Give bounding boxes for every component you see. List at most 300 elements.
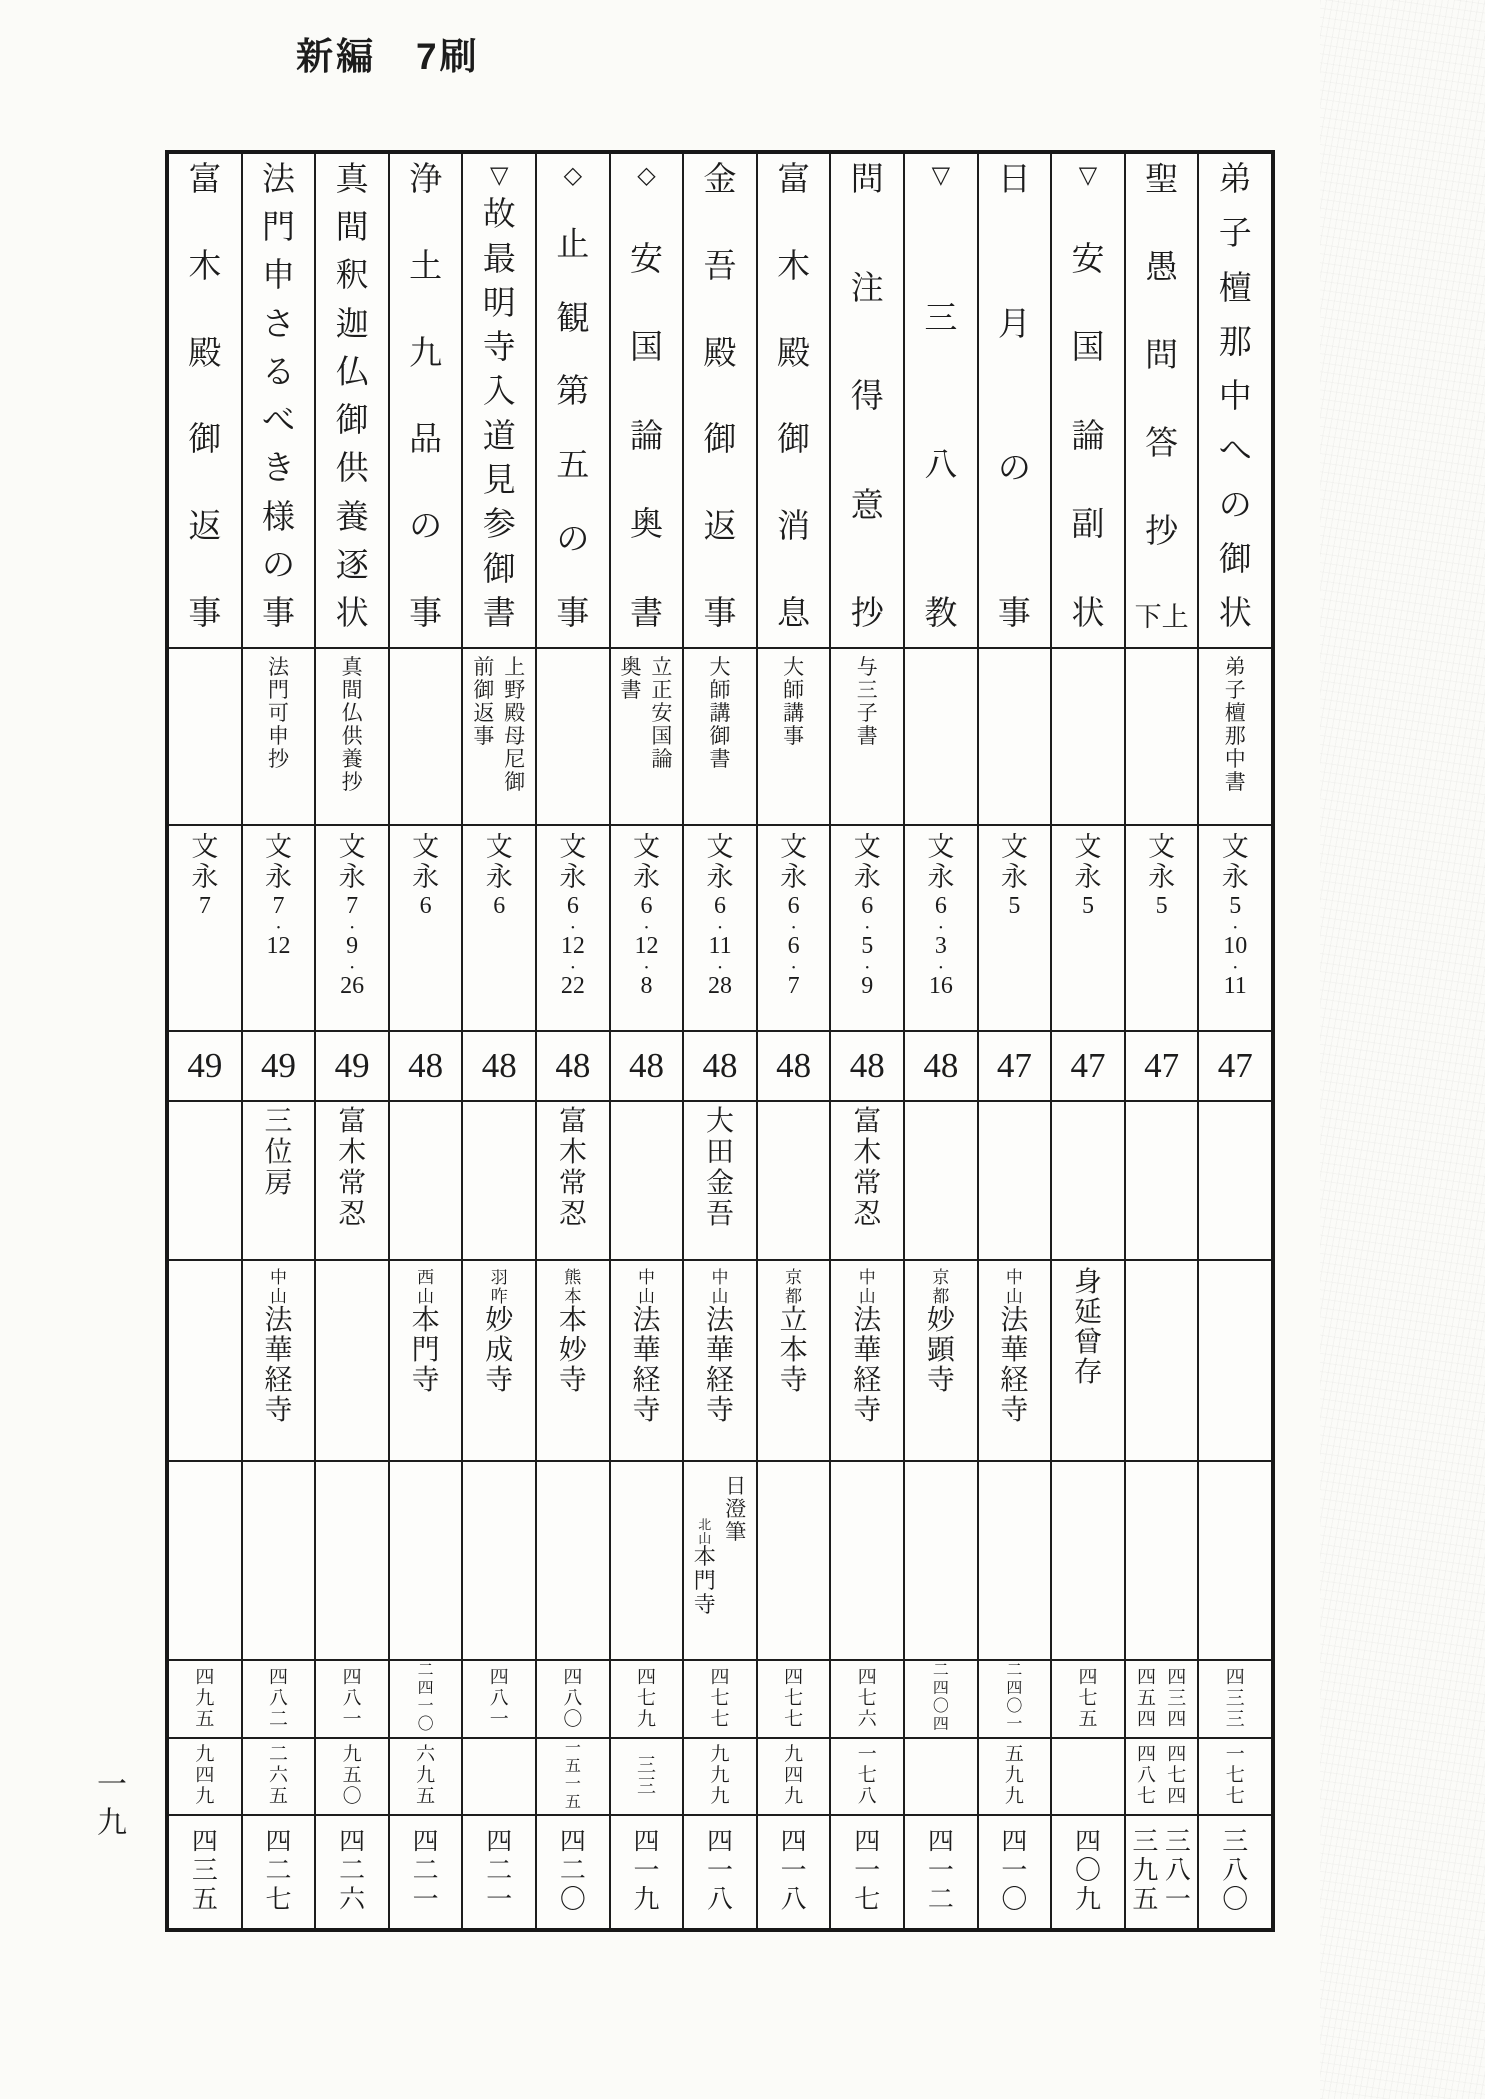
glyph: 四 bbox=[857, 1666, 877, 1688]
glyph: 〇 bbox=[1075, 1855, 1102, 1885]
page-ref-cell-3 bbox=[831, 1814, 903, 1928]
glyph: 立 bbox=[651, 655, 673, 679]
glyph: 華 bbox=[706, 1335, 735, 1366]
page-number bbox=[195, 1739, 214, 1814]
page-number bbox=[413, 1816, 439, 1928]
page-ref-cell-1 bbox=[758, 1659, 830, 1737]
glyph: 文 bbox=[1148, 832, 1176, 862]
glyph: 文 bbox=[412, 832, 440, 862]
glyph: 最 bbox=[482, 241, 516, 278]
glyph: 妙 bbox=[485, 1305, 514, 1336]
glyph: 講 bbox=[783, 701, 805, 725]
date-text bbox=[463, 834, 535, 921]
glyph: 書 bbox=[620, 678, 642, 702]
alt-title-cell bbox=[1126, 647, 1198, 824]
glyph: 一 bbox=[489, 1708, 509, 1730]
holder-cell bbox=[684, 1259, 756, 1460]
glyph: 澄 bbox=[725, 1497, 747, 1521]
glyph: 房 bbox=[264, 1168, 293, 1199]
glyph: 九 bbox=[416, 1765, 436, 1786]
glyph: 6 bbox=[714, 893, 727, 919]
alt-title-cell bbox=[979, 647, 1051, 824]
glyph: 殿 bbox=[188, 335, 222, 372]
glyph: 常 bbox=[338, 1168, 367, 1199]
glyph: 中 bbox=[1005, 1268, 1023, 1287]
page-number bbox=[1167, 1661, 1186, 1737]
glyph: 成 bbox=[485, 1335, 514, 1366]
recipient-cell bbox=[758, 1100, 830, 1259]
glyph: 書 bbox=[1224, 770, 1246, 794]
date-text bbox=[611, 834, 683, 1001]
glyph: 九 bbox=[195, 1786, 215, 1807]
glyph: 身 bbox=[1074, 1267, 1103, 1298]
vertical-group bbox=[537, 1661, 609, 1737]
glyph: 木 bbox=[338, 1137, 367, 1168]
glyph: 9 bbox=[861, 973, 874, 999]
glyph: 九 bbox=[636, 1708, 656, 1730]
glyph: 七 bbox=[1137, 1786, 1157, 1807]
glyph: 論 bbox=[1071, 418, 1105, 455]
alt-title-line bbox=[783, 657, 804, 824]
glyph: 四 bbox=[417, 1680, 434, 1697]
glyph: 中 bbox=[637, 1268, 655, 1287]
page-number bbox=[858, 1739, 877, 1814]
vertical-group bbox=[611, 657, 683, 824]
alt-title-cell bbox=[316, 647, 388, 824]
date-cell bbox=[1199, 824, 1271, 1030]
glyph: 答 bbox=[1145, 426, 1179, 462]
glyph: 法 bbox=[853, 1305, 882, 1336]
holder-name bbox=[243, 1269, 315, 1427]
glyph: 奥 bbox=[629, 507, 663, 544]
glyph: の bbox=[997, 451, 1031, 488]
glyph: 弟 bbox=[1224, 655, 1246, 679]
glyph: 消 bbox=[777, 509, 811, 546]
glyph: 返 bbox=[703, 509, 737, 546]
date-text bbox=[316, 834, 388, 1001]
page-ref-cell-3 bbox=[390, 1814, 462, 1928]
holder-cell bbox=[1199, 1259, 1271, 1460]
glyph: 八 bbox=[924, 448, 958, 485]
glyph: 〇 bbox=[1222, 1884, 1249, 1914]
recipient-cell bbox=[169, 1100, 241, 1259]
glyph: 一 bbox=[780, 1855, 807, 1885]
glyph: 安 bbox=[629, 241, 663, 278]
recipient-cell bbox=[1126, 1100, 1198, 1259]
glyph: 日 bbox=[997, 162, 1031, 198]
glyph: 7 bbox=[787, 973, 800, 999]
glyph: 九 bbox=[1075, 1884, 1102, 1914]
glyph: 二 bbox=[417, 1662, 434, 1679]
vertical-group bbox=[831, 1661, 903, 1737]
glyph: 一 bbox=[857, 1744, 877, 1765]
glyph: 法 bbox=[706, 1305, 735, 1336]
glyph: 本 bbox=[411, 1305, 440, 1336]
note-cell bbox=[243, 1460, 315, 1659]
glyph: 忍 bbox=[338, 1199, 367, 1230]
glyph: 常 bbox=[853, 1168, 882, 1199]
date-cell bbox=[979, 824, 1051, 1030]
index-entry-column bbox=[1124, 154, 1198, 1928]
note-cell bbox=[169, 1460, 241, 1659]
work-title bbox=[316, 164, 388, 631]
page-ref-cell-2 bbox=[831, 1737, 903, 1814]
volume-pair bbox=[1126, 604, 1198, 631]
glyph: 山 bbox=[269, 1287, 287, 1306]
glyph: 〇 bbox=[563, 1708, 583, 1730]
glyph: 五 bbox=[564, 1793, 581, 1811]
page-number bbox=[195, 1661, 214, 1737]
recipient-cell bbox=[979, 1100, 1051, 1259]
glyph: 見 bbox=[482, 463, 516, 500]
glyph: 二 bbox=[486, 1855, 513, 1885]
page-ref-cell-1 bbox=[1126, 1659, 1198, 1737]
age-cell: 47 bbox=[1199, 1030, 1271, 1100]
page-ref-cell-2 bbox=[1199, 1737, 1271, 1814]
glyph: 五 bbox=[268, 1786, 288, 1807]
recipient-cell bbox=[243, 1100, 315, 1259]
alt-title-cell bbox=[1199, 647, 1271, 824]
glyph: 尼 bbox=[504, 747, 526, 771]
glyph: 延 bbox=[1074, 1297, 1103, 1328]
glyph: 九 bbox=[784, 1786, 804, 1807]
note-cell bbox=[831, 1460, 903, 1659]
glyph: 位 bbox=[264, 1137, 293, 1168]
page-number bbox=[1226, 1739, 1245, 1814]
glyph: 真 bbox=[341, 655, 363, 679]
title-cell bbox=[1126, 154, 1198, 647]
glyph: 5 bbox=[1229, 893, 1242, 919]
glyph: 常 bbox=[558, 1168, 587, 1199]
glyph: 四 bbox=[191, 1826, 218, 1856]
glyph: 6 bbox=[640, 893, 653, 919]
glyph: 土 bbox=[409, 248, 443, 285]
page-number bbox=[1132, 1816, 1158, 1928]
glyph: 九 bbox=[195, 1687, 215, 1709]
glyph: 〇 bbox=[1001, 1884, 1028, 1914]
glyph: ・ bbox=[345, 960, 359, 975]
glyph: 三 bbox=[1225, 1708, 1245, 1730]
glyph: 注 bbox=[850, 270, 884, 307]
glyph: 四 bbox=[633, 1826, 660, 1856]
glyph: 門 bbox=[267, 678, 289, 702]
note-left-line bbox=[694, 1518, 716, 1659]
glyph: 5 bbox=[1008, 893, 1021, 919]
glyph: の bbox=[409, 509, 443, 546]
glyph: 四 bbox=[265, 1826, 292, 1856]
page-ref-cell-1 bbox=[684, 1659, 756, 1737]
page-ref-cell-1 bbox=[243, 1659, 315, 1737]
holder-cell bbox=[537, 1259, 609, 1460]
page-number bbox=[933, 1661, 949, 1737]
diamond-marker-icon: ◇ bbox=[563, 163, 583, 189]
page-number bbox=[1001, 1816, 1027, 1928]
page-ref-cell-3 bbox=[979, 1814, 1051, 1928]
glyph: 二 bbox=[339, 1855, 366, 1885]
glyph: 法 bbox=[1000, 1305, 1029, 1336]
recipient-cell bbox=[537, 1100, 609, 1259]
page-ref-cell-1 bbox=[1199, 1659, 1271, 1737]
glyph: 国 bbox=[1071, 330, 1105, 367]
holder-name bbox=[758, 1269, 830, 1397]
holder-cell bbox=[1126, 1259, 1198, 1460]
glyph: 文 bbox=[1000, 832, 1028, 862]
glyph: 四 bbox=[1006, 1680, 1023, 1697]
glyph: 四 bbox=[784, 1666, 804, 1688]
holder-name bbox=[905, 1269, 977, 1397]
age-cell: 47 bbox=[979, 1030, 1051, 1100]
glyph: 三 bbox=[636, 1754, 656, 1776]
recipient-cell bbox=[684, 1100, 756, 1259]
page-ref-cell-3 bbox=[1126, 1814, 1198, 1928]
glyph: 四 bbox=[932, 1680, 949, 1697]
glyph: 永 bbox=[632, 862, 660, 892]
glyph: 三 bbox=[191, 1855, 218, 1885]
glyph: ・ bbox=[934, 920, 948, 935]
title-cell bbox=[979, 154, 1051, 647]
glyph: 永 bbox=[1221, 862, 1249, 892]
date-text bbox=[831, 834, 903, 1001]
glyph: 中 bbox=[1224, 747, 1246, 771]
page-ref-cell-3 bbox=[1052, 1814, 1124, 1928]
glyph: 富 bbox=[558, 1106, 587, 1137]
glyph: 師 bbox=[709, 678, 731, 702]
vertical-group bbox=[611, 1816, 683, 1928]
triangle-marker-icon: ▽ bbox=[1078, 163, 1098, 189]
glyph: 都 bbox=[932, 1287, 950, 1306]
page-number bbox=[490, 1661, 509, 1737]
vertical-group bbox=[316, 1816, 388, 1928]
glyph: 四 bbox=[489, 1666, 509, 1688]
glyph: 安 bbox=[1071, 241, 1105, 278]
alt-title-line bbox=[504, 657, 525, 824]
vertical-group bbox=[1199, 1739, 1271, 1814]
glyph: 四 bbox=[563, 1666, 583, 1688]
glyph: 品 bbox=[409, 422, 443, 459]
glyph: 山 bbox=[417, 1287, 435, 1306]
alt-title-cell bbox=[611, 647, 683, 824]
alt-title-cell bbox=[169, 647, 241, 824]
glyph: 四 bbox=[710, 1666, 730, 1688]
glyph: 金 bbox=[706, 1168, 735, 1199]
glyph: 浄 bbox=[409, 162, 443, 198]
glyph: 寺 bbox=[1000, 1395, 1029, 1426]
date-text bbox=[243, 834, 315, 961]
page-ref-cell-2 bbox=[611, 1737, 683, 1814]
date-cell bbox=[831, 824, 903, 1030]
glyph: 論 bbox=[629, 418, 663, 455]
vertical-group bbox=[169, 1661, 241, 1737]
page-ref-cell-2 bbox=[1052, 1737, 1124, 1814]
index-entry-column bbox=[314, 154, 388, 1928]
work-title bbox=[979, 164, 1051, 631]
recipient-name bbox=[537, 1108, 609, 1232]
glyph: 中 bbox=[858, 1268, 876, 1287]
vertical-group bbox=[1199, 657, 1271, 824]
holder-name bbox=[537, 1269, 609, 1397]
recipient-cell bbox=[316, 1100, 388, 1259]
alt-title-cell bbox=[537, 647, 609, 824]
recipient-cell bbox=[1052, 1100, 1124, 1259]
glyph: 御 bbox=[335, 403, 369, 440]
date-text bbox=[979, 834, 1051, 921]
glyph: 7 bbox=[272, 893, 285, 919]
vertical-group bbox=[537, 1739, 609, 1814]
glyph: 永 bbox=[559, 862, 587, 892]
glyph: ・ bbox=[566, 920, 580, 935]
glyph: 供 bbox=[335, 451, 369, 488]
note-cell bbox=[537, 1460, 609, 1659]
glyph: 6 bbox=[787, 893, 800, 919]
glyph: 月 bbox=[997, 306, 1031, 343]
glyph: ・ bbox=[271, 920, 285, 935]
vertical-group bbox=[1126, 1816, 1198, 1928]
glyph: 那 bbox=[1218, 324, 1252, 361]
date-text bbox=[1199, 834, 1271, 1001]
glyph: 〇 bbox=[342, 1786, 362, 1807]
glyph: 四 bbox=[1001, 1826, 1028, 1856]
date-cell bbox=[684, 824, 756, 1030]
vertical-group bbox=[463, 1816, 535, 1928]
glyph: 正 bbox=[651, 678, 673, 702]
glyph: 経 bbox=[1000, 1365, 1029, 1396]
date-cell bbox=[1052, 824, 1124, 1030]
title-cell bbox=[169, 154, 241, 647]
glyph: 論 bbox=[651, 747, 673, 771]
glyph: 事 bbox=[473, 724, 495, 748]
glyph: 殿 bbox=[504, 701, 526, 725]
glyph: 上 bbox=[504, 655, 526, 679]
glyph: 門 bbox=[411, 1335, 440, 1366]
glyph: 富 bbox=[853, 1106, 882, 1137]
glyph: 五 bbox=[1078, 1708, 1098, 1730]
glyph: 様 bbox=[261, 499, 295, 536]
glyph: 門 bbox=[261, 210, 295, 247]
glyph: 母 bbox=[504, 724, 526, 748]
glyph: 書 bbox=[629, 595, 663, 632]
glyph: 文 bbox=[338, 832, 366, 862]
glyph: 前 bbox=[473, 655, 495, 679]
glyph: 意 bbox=[850, 487, 884, 524]
holder-name bbox=[390, 1269, 462, 1397]
page-ref-cell-2 bbox=[1126, 1737, 1198, 1814]
glyph: 申 bbox=[267, 724, 289, 748]
glyph: 八 bbox=[342, 1687, 362, 1709]
glyph: 七 bbox=[1078, 1687, 1098, 1709]
glyph: 九 bbox=[710, 1786, 730, 1807]
glyph: 四 bbox=[339, 1826, 366, 1856]
glyph: 御 bbox=[777, 422, 811, 459]
vertical-group bbox=[243, 1661, 315, 1737]
work-title bbox=[905, 164, 977, 631]
page-number bbox=[192, 1816, 218, 1928]
glyph: 書 bbox=[856, 724, 878, 748]
glyph: 下 bbox=[1134, 602, 1162, 632]
index-entry-column bbox=[903, 154, 977, 1928]
glyph: 八 bbox=[1164, 1855, 1191, 1885]
note-cell bbox=[390, 1460, 462, 1659]
glyph: 立 bbox=[779, 1305, 808, 1336]
glyph: 9 bbox=[346, 933, 359, 959]
glyph: 聖 bbox=[1145, 162, 1179, 198]
glyph: 四 bbox=[1137, 1708, 1157, 1730]
page-number bbox=[486, 1816, 512, 1928]
glyph: 永 bbox=[706, 862, 734, 892]
age-cell: 48 bbox=[831, 1030, 903, 1100]
glyph: 本 bbox=[693, 1544, 716, 1569]
glyph: 奥 bbox=[620, 655, 642, 679]
index-entry-column bbox=[829, 154, 903, 1928]
glyph: 四 bbox=[927, 1826, 954, 1856]
glyph: 迦 bbox=[335, 306, 369, 343]
index-entry-column bbox=[1197, 154, 1271, 1928]
glyph: 金 bbox=[703, 162, 737, 198]
note-cell bbox=[463, 1460, 535, 1659]
vertical-group bbox=[1199, 1816, 1271, 1928]
holder-cell bbox=[905, 1259, 977, 1460]
alt-title-cell bbox=[1052, 647, 1124, 824]
glyph: の bbox=[1218, 487, 1252, 524]
glyph: 八 bbox=[489, 1687, 509, 1709]
page-ref-cell-2 bbox=[243, 1737, 315, 1814]
holder-cell bbox=[463, 1259, 535, 1460]
glyph: 九 bbox=[409, 335, 443, 372]
page-number bbox=[928, 1816, 954, 1928]
glyph: 四 bbox=[854, 1826, 881, 1856]
glyph: ・ bbox=[713, 960, 727, 975]
glyph: 木 bbox=[853, 1137, 882, 1168]
note-cell bbox=[611, 1460, 683, 1659]
glyph: 三 bbox=[1225, 1687, 1245, 1709]
glyph: 八 bbox=[707, 1884, 734, 1914]
title-cell bbox=[831, 154, 903, 647]
glyph: 七 bbox=[784, 1687, 804, 1709]
glyph: 五 bbox=[195, 1708, 215, 1730]
glyph: 問 bbox=[1145, 338, 1179, 374]
glyph: 山 bbox=[698, 1531, 712, 1546]
page-ref-cell-3 bbox=[243, 1814, 315, 1928]
glyph: 羽 bbox=[490, 1268, 508, 1287]
alt-title-line bbox=[621, 657, 642, 824]
glyph: 問 bbox=[850, 162, 884, 198]
glyph: 10 bbox=[1223, 933, 1248, 959]
glyph: 文 bbox=[1221, 832, 1249, 862]
title-cell bbox=[758, 154, 830, 647]
alt-title-cell bbox=[390, 647, 462, 824]
page-ref-cell-1 bbox=[1052, 1659, 1124, 1737]
page-number bbox=[784, 1739, 803, 1814]
glyph: 八 bbox=[1137, 1765, 1157, 1786]
glyph: 〇 bbox=[559, 1884, 586, 1914]
glyph: 富 bbox=[338, 1106, 367, 1137]
glyph: 七 bbox=[854, 1884, 881, 1914]
glyph: 大 bbox=[706, 1106, 735, 1137]
vertical-group bbox=[316, 1739, 388, 1814]
glyph: 北 bbox=[698, 1517, 712, 1532]
glyph: 七 bbox=[1225, 1765, 1245, 1786]
glyph: 法 bbox=[264, 1305, 293, 1336]
glyph: ・ bbox=[1228, 960, 1242, 975]
glyph: 参 bbox=[482, 507, 516, 544]
glyph: ・ bbox=[345, 920, 359, 935]
date-text bbox=[758, 834, 830, 1001]
glyph: の bbox=[261, 547, 295, 584]
glyph: 一 bbox=[564, 1739, 581, 1757]
page-ref-cell-3 bbox=[611, 1814, 683, 1928]
triangle-marker-icon: ▽ bbox=[490, 163, 509, 189]
page-number bbox=[343, 1661, 362, 1737]
glyph: 一 bbox=[927, 1855, 954, 1885]
